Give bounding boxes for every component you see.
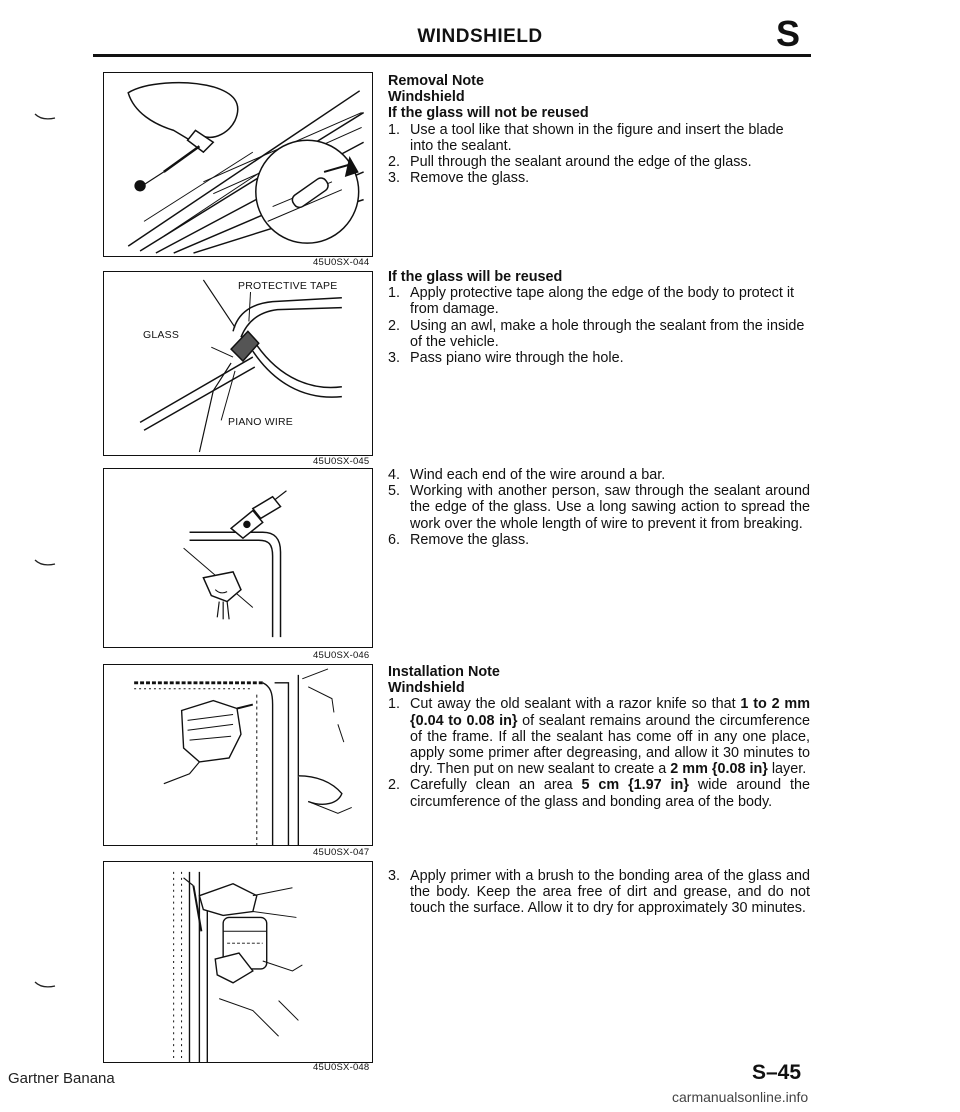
label-piano-wire: PIANO WIRE (228, 416, 294, 428)
step-number: 1. (388, 285, 401, 302)
step-text-part: layer. (767, 761, 807, 778)
spec-value: 1 to 2 mm {0.04 to 0.08 in} (410, 696, 810, 729)
section-heading: Removal Note (388, 73, 484, 89)
step-text: Pull through the sealant around the edge of the glass. (410, 154, 752, 171)
step-item (388, 350, 810, 366)
label-glass: GLASS (143, 329, 180, 341)
header-rule (93, 54, 811, 57)
figure-code: 45U0SX-044 (313, 257, 370, 268)
step-text: Remove the glass. (410, 531, 530, 548)
step-number: 2. (388, 777, 401, 794)
step-text: Wind each end of the wire around a bar. (410, 467, 666, 483)
footer-source: Gartner Banana (8, 1070, 115, 1087)
step-number: 6. (388, 531, 401, 548)
condition-heading: If the glass will be reused (388, 269, 563, 285)
removal-not-reused-section (388, 73, 810, 186)
figure-code: 45U0SX-046 (313, 650, 370, 661)
figure-applying-primer (103, 861, 373, 1063)
label-protective-tape: PROTECTIVE TAPE (238, 280, 338, 292)
figure-cutting-tool (103, 72, 373, 257)
step-number: 1. (388, 121, 401, 138)
margin-mark (34, 980, 56, 990)
watermark: carmanualsonline.info (672, 1089, 809, 1105)
step-number: 3. (388, 868, 401, 884)
step-text: Use a tool like that shown in the figure and insert the blade into the sealant. (410, 121, 784, 154)
section-subheading: Windshield (388, 89, 465, 106)
spec-value: 5 cm {1.97 in} (581, 777, 689, 794)
condition-heading: If the glass will not be reused (388, 105, 589, 122)
step-item (388, 868, 810, 917)
step-number: 1. (388, 696, 401, 713)
step-number: 5. (388, 483, 401, 500)
step-text: Apply primer with a brush to the bonding area of the glass and the body. Keep the area free of dirt and grease, and do not touch the surface. Allow it to dry for approximately 30 minutes. (410, 868, 810, 917)
step-item (388, 285, 810, 317)
removal-reused-section (388, 269, 810, 366)
spec-value: 2 mm {0.08 in} (670, 761, 768, 778)
step-text: Remove the glass. (410, 170, 530, 187)
step-text: Apply protective tape along the edge of the body to protect it from damage. (410, 285, 795, 318)
page-number: S–45 (752, 1061, 802, 1084)
step-item (388, 318, 810, 350)
installation-step3-section (388, 868, 810, 917)
step-number: 2. (388, 154, 401, 171)
section-subheading: Windshield (388, 680, 465, 697)
figure-sawing-wire (103, 468, 373, 648)
section-letter: S (776, 13, 801, 54)
step-item (388, 532, 810, 548)
step-text (410, 777, 810, 809)
step-text-part: Cut away the old sealant with a razor knife so that (410, 696, 741, 713)
step-text-part: of sealant remains around the circumference of the frame. If all the sealant has come off in any one place, apply some primer after degreasing, and allow it 30 minutes to dry. Then put on new sealant to create a (410, 712, 810, 778)
figure-code: 45U0SX-045 (313, 456, 370, 467)
step-item (388, 122, 810, 154)
step-text-part: Carefully clean an area (410, 777, 582, 794)
step-text: Pass piano wire through the hole. (410, 350, 624, 367)
step-item (388, 170, 810, 186)
removal-reused-continued (388, 467, 810, 548)
step-item (388, 483, 810, 532)
figure-protective-tape (103, 271, 373, 456)
step-number: 3. (388, 170, 401, 187)
section-heading: Installation Note (388, 664, 500, 680)
figure-cutting-sealant (103, 664, 373, 846)
page-title: WINDSHIELD (417, 26, 543, 47)
margin-mark (34, 112, 56, 122)
installation-section (388, 664, 810, 810)
step-number: 4. (388, 467, 401, 483)
step-text (410, 696, 810, 777)
margin-mark (34, 558, 56, 568)
step-number: 3. (388, 350, 401, 367)
step-number: 2. (388, 317, 401, 334)
step-text-part: wide around the circumference of the glass and bonding area of the body. (410, 777, 810, 810)
step-text: Using an awl, make a hole through the sealant from the inside of the vehicle. (410, 317, 805, 350)
step-item (388, 467, 810, 483)
step-item (388, 696, 810, 777)
step-item (388, 154, 810, 170)
figure-code: 45U0SX-048 (313, 1062, 370, 1073)
figure-code: 45U0SX-047 (313, 847, 370, 858)
step-text: Working with another person, saw through the sealant around the edge of the glass. Use a long sawing action to spread the work over the whole length of wire to prevent it from breaking. (410, 483, 810, 532)
step-item (388, 777, 810, 809)
